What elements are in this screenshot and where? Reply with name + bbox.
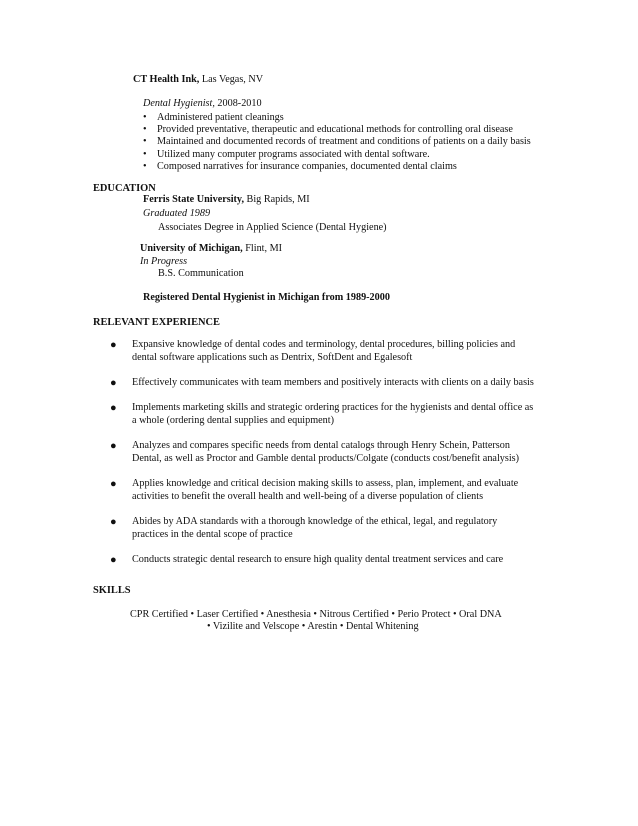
job-header xyxy=(133,74,263,87)
bullet-icon: ● xyxy=(110,339,117,351)
skills-line-1: CPR Certified • Laser Certified • Anesthesia • Nitrous Certified • Perio Protect • Oral DNA xyxy=(130,609,502,620)
education-heading: EDUCATION xyxy=(93,183,156,194)
job-duties-list xyxy=(143,112,531,173)
employer-name: CT Health Ink, xyxy=(133,74,200,85)
bullet-icon: • xyxy=(143,136,147,148)
school-degree: B.S. Communication xyxy=(158,268,244,279)
list-item: • Provided preventative, therapeutic and educational methods for controlling oral disease xyxy=(143,124,513,136)
list-item: ● Analyzes and compares specific needs from dental catalogs through Henry Schein, Patterson Dental, as well as Proctor and Gamble dental products/Colgate (conducts cost/benefit analysis) xyxy=(110,440,520,464)
experience-heading: RELEVANT EXPERIENCE xyxy=(93,317,220,328)
bullet-icon: ● xyxy=(110,554,117,567)
list-item: • Utilized many computer programs associated with dental software. xyxy=(143,148,430,160)
bullet-icon: ● xyxy=(110,402,117,415)
skills-line-2: • Vizilite and Velscope • Arestin • Dental Whitening xyxy=(207,621,419,632)
job-title: Dental Hygienist, xyxy=(143,98,215,109)
list-item: ● Effectively communicates with team members and positively interacts with clients on a daily basis xyxy=(110,377,534,389)
bullet-icon: ● xyxy=(110,478,117,491)
school-location: Big Rapids, MI xyxy=(244,194,310,205)
school-name: University of Michigan, xyxy=(140,243,243,254)
employer-location: Las Vegas, NV xyxy=(199,74,264,85)
skills-heading: SKILLS xyxy=(93,585,131,596)
bullet-icon: • xyxy=(143,124,147,136)
list-item: ● Implements marketing skills and strategic ordering practices for the hygienists and dental office as a whole (ordering dental supplies and equipment) xyxy=(110,402,534,426)
bullet-icon: • xyxy=(143,160,147,172)
bullet-icon: ● xyxy=(110,377,117,389)
list-item: • Administered patient cleanings xyxy=(143,112,284,123)
list-item: ● Applies knowledge and critical decision making skills to assess, plan, implement, and evaluate activities to benefit the overall health and well-being of a diverse population of clients xyxy=(110,478,519,502)
bullet-icon: ● xyxy=(110,516,117,529)
list-item: • Maintained and documented records of treatment and conditions of patients on a daily basis xyxy=(143,136,531,148)
school-michigan xyxy=(140,243,282,256)
list-item: • Composed narratives for insurance companies, documented dental claims xyxy=(143,160,457,172)
bullet-icon: • xyxy=(143,148,147,160)
school-name: Ferris State University, xyxy=(143,194,244,205)
experience-list xyxy=(110,339,560,580)
job-title-line xyxy=(143,98,262,111)
school-ferris xyxy=(143,194,310,207)
license-line: Registered Dental Hygienist in Michigan from 1989-2000 xyxy=(143,292,390,303)
bullet-icon: • xyxy=(143,112,147,123)
job-dates: 2008-2010 xyxy=(214,98,262,109)
school-status: In Progress xyxy=(140,256,188,267)
list-item: ● Conducts strategic dental research to ensure high quality dental treatment services and care xyxy=(110,554,504,567)
list-item: ● Abides by ADA standards with a thorough knowledge of the ethical, legal, and regulatory practices in the dental scope of practice xyxy=(110,516,498,540)
school-degree: Associates Degree in Applied Science (Dental Hygiene) xyxy=(158,222,387,233)
bullet-icon: ● xyxy=(110,440,117,453)
list-item: ● Expansive knowledge of dental codes and terminology, dental procedures, billing policies and dental software applications such as Dentrix, SoftDent and Egalesoft xyxy=(110,339,516,363)
school-status: Graduated 1989 xyxy=(143,208,211,219)
school-location: Flint, MI xyxy=(242,243,283,254)
